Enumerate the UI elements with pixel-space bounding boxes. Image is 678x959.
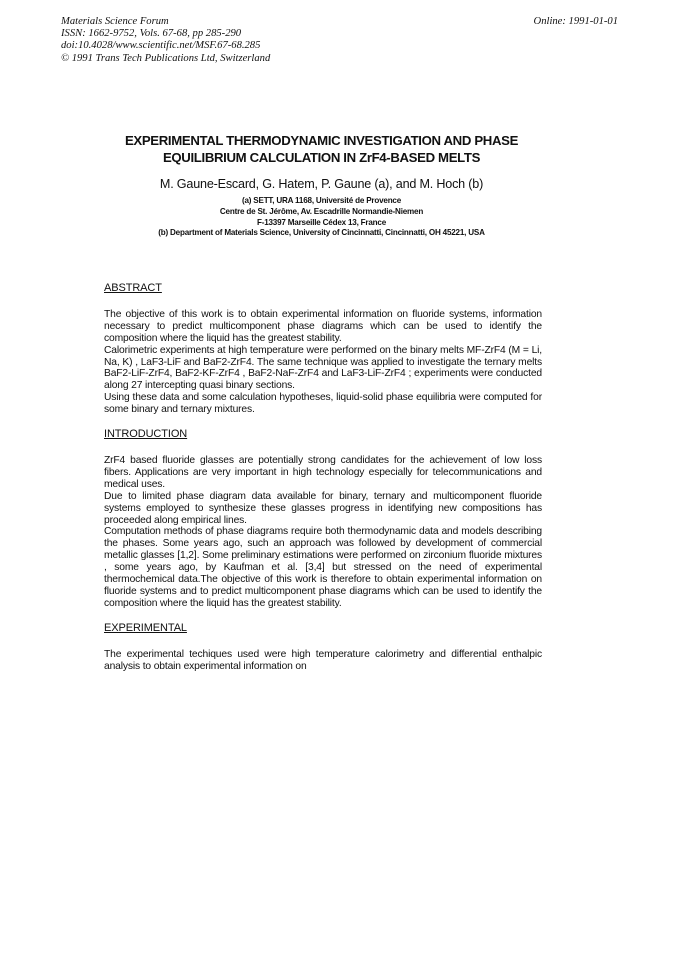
title-line-1: EXPERIMENTAL THERMODYNAMIC INVESTIGATION AND PHASE	[124, 133, 519, 148]
doi-line: doi:10.4028/www.scientific.net/MSF.67-68.285	[61, 40, 261, 52]
affiliation-line: (a) SETT, URA 1168, Université de Provence	[241, 196, 402, 205]
introduction-paragraph: ZrF4 based fluoride glasses are potentially strong candidates for the achievement of low loss fibers. Applications are very important in high technology especially for telecommunications and medical uses.	[104, 454, 542, 490]
affiliations	[100, 196, 543, 239]
affiliation-line: F-13397 Marseille Cédex 13, France	[256, 217, 387, 227]
copyright-line: © 1991 Trans Tech Publications Ltd, Switzerland	[61, 52, 271, 64]
affiliation-line: (b) Department of Materials Science, University of Cincinnatti, Cincinnatti, OH 45221, USA	[158, 228, 485, 238]
abstract-paragraph: Calorimetric experiments at high temperature were performed on the binary melts MF-ZrF4 (M = Li, Na, K) , LaF3-LiF and BaF2-ZrF4. The same technique was applied to investigate the ternary melts BaF2-LiF-ZrF4, BaF2-KF-ZrF4 , BaF2-NaF-ZrF4 and LaF3-LiF-ZrF4 ; experiments were conducted along 27 intercepting quasi binary sections.	[104, 344, 542, 392]
introduction-heading: INTRODUCTION	[104, 428, 188, 441]
affiliation-line: Centre de St. Jérôme, Av. Escadrille Normandie-Niemen	[219, 206, 424, 216]
citation-block	[61, 16, 270, 65]
page-header	[61, 16, 618, 66]
abstract-heading: ABSTRACT	[104, 282, 162, 294]
introduction-paragraph: Computation methods of phase diagrams require both thermodynamic data and models describing the phases. Some years ago, such an approach was followed by development of commercial metallic glasses [1,2]. Some preliminary estimations were performed on zirconium fluoride mixtures , some years ago, by Kaufman et al. [3,4] but stressed on the need of experimental thermochemical data.The objective of this work is therefore to obtain experimental information on fluoride systems and to predict multicomponent phase diagrams which can be used to identify the composition where the liquid has the greatest stability.	[104, 526, 542, 609]
paper-body	[104, 283, 542, 672]
title-line-2: EQUILIBRIUM CALCULATION IN ZrF4-BASED MELTS	[162, 149, 481, 165]
experimental-paragraph: The experimental techiques used were high temperature calorimetry and differential enthalpic analysis to obtain experimental information on	[104, 648, 542, 672]
experimental-heading: EXPERIMENTAL	[104, 621, 187, 634]
paper-title	[100, 133, 543, 166]
journal-name: Materials Science Forum	[61, 16, 169, 27]
issn-line: ISSN: 1662-9752, Vols. 67-68, pp 285-290	[61, 28, 242, 40]
abstract-paragraph: The objective of this work is to obtain experimental information on fluoride systems, information necessary to predict multicomponent phase diagrams which can be used to identify the composition where the liquid has the greatest stability.	[104, 308, 542, 344]
title-block	[100, 133, 543, 239]
online-date: Online: 1991-01-01	[533, 16, 618, 27]
abstract-paragraph: Using these data and some calculation hypotheses, liquid-solid phase equilibria were computed for some binary and ternary mixtures.	[104, 392, 542, 416]
author-list: M. Gaune-Escard, G. Hatem, P. Gaune (a), and M. Hoch (b)	[159, 177, 484, 191]
introduction-paragraph: Due to limited phase diagram data available for binary, ternary and multicomponent fluoride systems employed to synthesize these glasses progress in identifying new compositions has proceeded along empirical lines.	[104, 490, 542, 526]
